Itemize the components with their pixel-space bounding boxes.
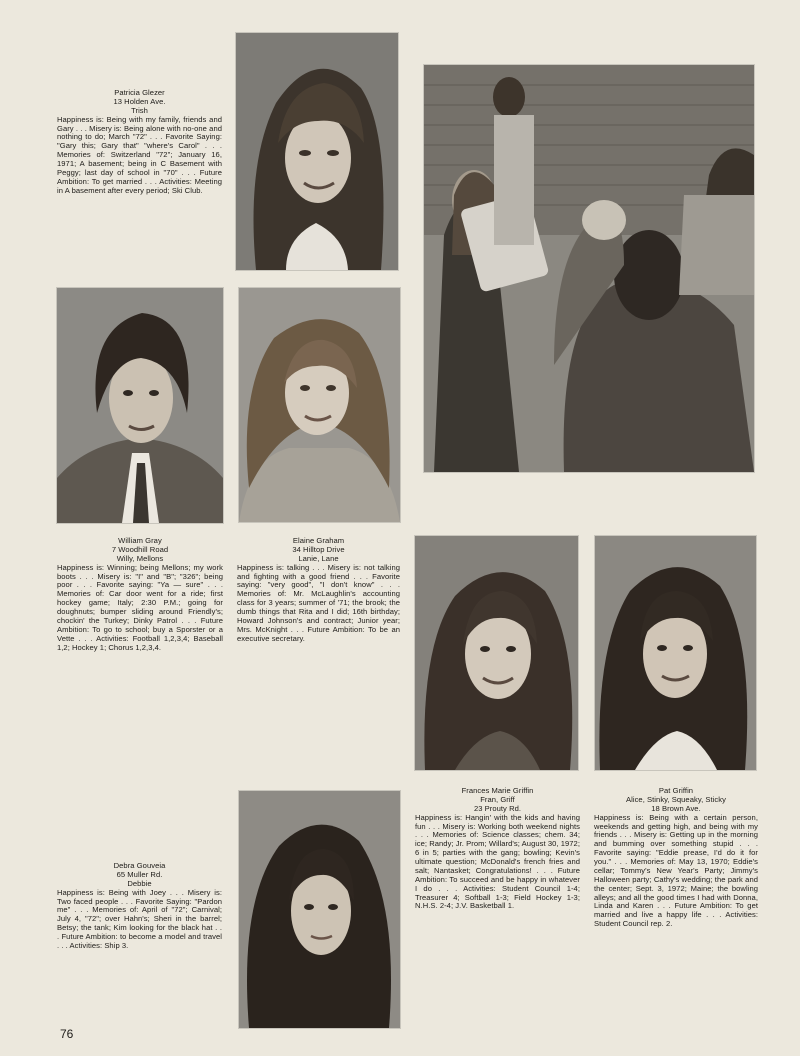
student-name: Frances Marie Griffin [461,786,534,795]
student-name: Pat Griffin [658,786,694,795]
student-address: 7 Woodhill Road [111,544,169,554]
student-name: Patricia Glezer [114,88,165,97]
portrait-william-gray [57,288,223,523]
portrait-pat-griffin [595,536,756,770]
student-bio-text: Happiness is: Hangin' with the kids and having fun . . . Misery is: Working both weekend nights . . . Memories of: Science classes; chem. 34; ice; Randy; Jr. Prom; Willard's; August 30, 1972; 6 in 5; parties with the gang; bowling; Kevin's ultimate question; McDonald's french fries and salt; Nantasket; Congratulations! . . . Future Ambition: To succeed and be happy in whatever I do . . . Activities: Student Council 1-4; Treasurer 4; Softball 1-3; Field Hockey 1-3; N.H.S. 2-4; J.V. Basketball 1. [415,812,580,911]
student-nickname: Lanie, Lane [298,553,339,563]
bio-patricia-glezer [57,89,222,196]
page-number: 76 [60,1027,74,1041]
student-name: Elaine Graham [292,536,345,545]
classroom-candid-photo [424,65,754,472]
student-bio-text: Happiness is: Being with my family, friends and Gary . . . Misery is: Being alone with no-one and nothing to do; March "72" . . . Favorite Saying: "Gary this; Gary that" "where's Carol" . . . Memories of: Switzerland "72"; January 16, 1971; A basement; being in C Basement with Peggy; last day of school in "70" . . . Future Ambition: To get married . . . Activities: Meeting in A basement after every period; Ski Club. [57,114,222,195]
student-name: William Gray [118,536,162,545]
portrait-frances-griffin [415,536,578,770]
bio-william-gray [57,537,223,652]
portrait-patricia-glezer [236,33,398,270]
student-address: 34 Hilltop Drive [292,544,345,554]
portrait-debra-gouveia [239,791,400,1028]
student-nickname: Debbie [127,878,152,888]
student-nickname: Trish [131,105,148,115]
student-nickname: Willy, Mellons [116,553,164,563]
student-address: 65 Muller Rd. [116,869,163,879]
student-address: 23 Prouty Rd. [473,803,522,813]
student-name: Debra Gouveia [113,861,166,870]
student-nickname: Fran, Griff [480,794,515,804]
bio-pat-griffin [594,787,758,929]
bio-elaine-graham [237,537,400,644]
student-bio-text: Happiness is: Winning; being Mellons; my work boots . . . Misery is: "I" and "B"; "326"; being poor . . . Favorite saying: "Ya — sure" . . . Memories of: Car door went for a ride; first hockey game; Italy; 2:30 P.M.; going for doughnuts; bumper sliding around Friendly's; chockin' the Turkey; Dinky Patrol . . . Future Ambition: To go to school; buy a Sporster or a Vette . . . Activities: Football 1,2,3,4; Baseball 1,2; Hockey 1; Chorus 1,2,3,4. [57,562,223,652]
student-address: 18 Brown Ave. [651,803,701,813]
student-bio-text: Happiness is: talking . . . Misery is: not talking and fighting with a good friend . . . Favorite saying: "very good", "I don't know" . . . Memories of: Mr. McLaughlin's accounting class for 3 years; summer of '71; the brook; the dumb things that Rita and I did; 16th birthday; Howard Johnson's and contract; Junior year; Mrs. McKnight . . . Future Ambition: To be an executive secretary. [237,562,400,643]
student-address: 13 Holden Ave. [113,96,166,106]
bio-frances-griffin [415,787,580,911]
student-bio-text: Happiness is: Being with Joey . . . Misery is: Two faced people . . . Favorite Saying: "Pardon me" . . . Memories of: April of "72"; Carnival; July 4, "72"; over Hahn's; Sheri in the barrel; Betsy; the tank; Kim looking for the black hat . . . Future Ambition: to become a model and travel . . . Activities: Ship 3. [57,887,222,950]
student-nickname: Alice, Stinky, Squeaky, Sticky [626,794,726,804]
student-bio-text: Happiness is: Being with a certain person, weekends and getting high, and being with my friends . . . Misery is: Getting up in the morning and bumming over something stupid . . . Favorite saying: "Eddie prease, I'd do it for you." . . . Memories of: May 13, 1970; Eddie's cellar; Tommy's New Year's Party; Jimmy's Halloween party; Cathy's wedding; the park and the center; Sept. 3, 1972; Maine; the bowling alleys; and all the good times I had with Donna, Linda and Karen . . . Future Ambition: To get married and live a happy life . . . Activities: Student Council rep. 2. [594,812,758,929]
bio-debra-gouveia [57,862,222,951]
portrait-elaine-graham [239,288,400,522]
